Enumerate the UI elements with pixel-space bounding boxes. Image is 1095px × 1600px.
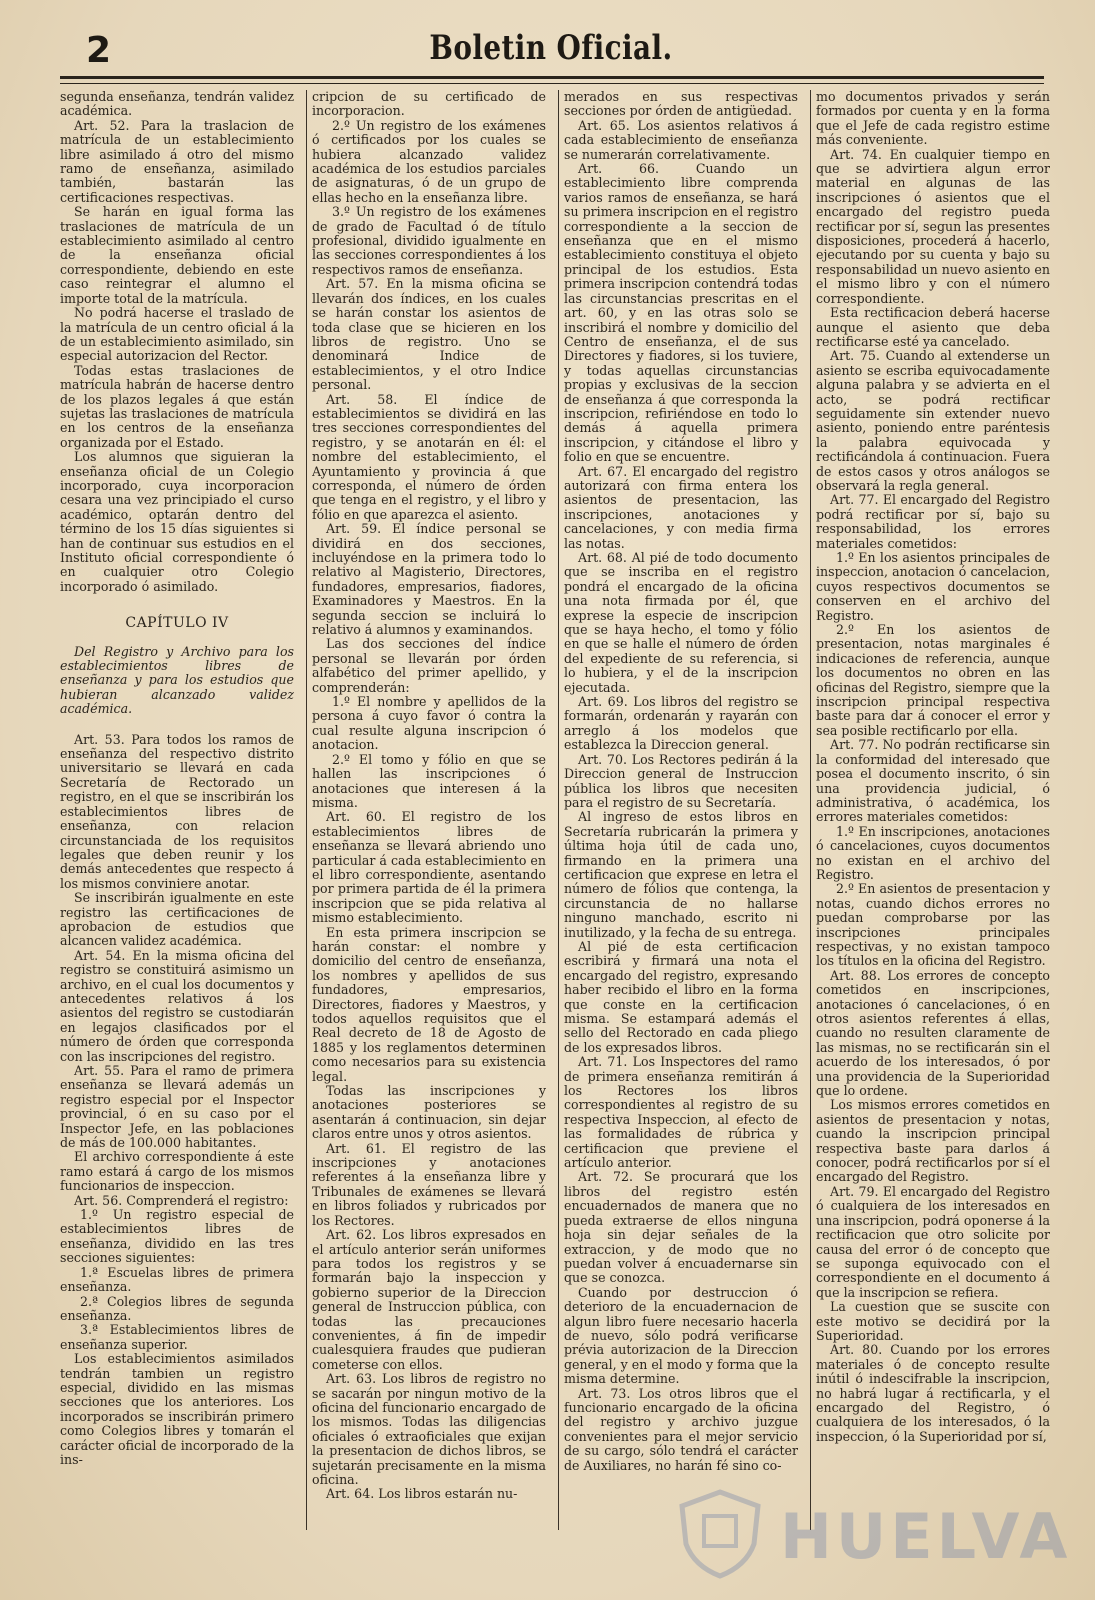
page-number: 2 (86, 30, 112, 71)
paragraph: Art. 68. Al pié de todo documento que se inscriba en el registro pondrá el encargado de la oficina una nota firmada por él, que exprese la especie de inscripcion que se haya hecho, el tomo y fólio en que se halle el número de órden del expediente de su referencia, si lo hubiera, y el de la inscripcion ejecutada. (564, 550, 798, 695)
list-item: 2.º Un registro de los exámenes ó certificados por los cuales se hubiera alcanzado validez académica de los estudios parciales de asignaturas, ó de un grupo de ellas hecho en la enseñanza libre. (312, 117, 546, 205)
chapter-heading: CAPÍTULO IV (125, 615, 229, 632)
paragraph: Art. 80. Cuando por los errores materiales ó de concepto resulte inútil ó indescifrable la inscripcion, no habrá lugar á rectificarla, y el encargado del Registro, ó cualquiera de los interesados, ó la inspeccion, ó la Superioridad por sí, (816, 1342, 1050, 1444)
paragraph: Los alumnos que siguieran la enseñanza oficial de un Colegio incorporado, cuya incorporacion cesara una vez principiado el curso académico, optarán dentro del término de los 15 días siguientes si han de continuar sus estudios en el Instituto oficial correspondiente ó en cualquier otro Colegio incorporado ó asimilado. (60, 449, 294, 594)
paragraph: Los establecimientos asimilados tendrán tambien un registro especial, dividido en las mismas secciones que los anteriores. Los incorporados se inscribirán primero como Colegios libres y tomarán el carácter oficial de incorporado de la ins- (60, 1351, 294, 1467)
paragraph: Art. 70. Los Rectores pedirán á la Direccion general de Instruccion pública los libros que necesiten para el registro de su Secretaría. (564, 751, 798, 810)
paragraph: Art. 62. Los libros expresados en el artículo anterior serán uniformes para todos los registros y se formarán bajo la inspeccion y gobierno superior de la Direccion general de Instruccion pública, con todas las precauciones convenientes, á fin de impedir cualesquiera fraudes que pudieran cometerse con ellos. (312, 1227, 546, 1372)
paragraph: Art. 55. Para el ramo de primera enseñanza se llevará además un registro especial por el Inspector provincial, ó en su caso por el Inspector Jefe, en las poblaciones de más de 100.000 habitantes. (60, 1063, 294, 1151)
paragraph: Al pié de esta certificacion escribirá y firmará una nota el encargado del registro, expresando haber recibido el libro en la forma que conste en la certificacion misma. Se estampará además el sello del Rectorado en cada pliego de los expresados libros. (564, 938, 798, 1055)
paragraph-continuation: merados en sus respectivas secciones por órden de antigüedad. (564, 90, 798, 119)
paragraph: Art. 63. Los libros de registro no se sacarán por ningun motivo de la oficina del funcionario encargado de los mismos. Todas las diligencias oficiales ó extraoficiales que exijan la presentacion de dichos libros, se sujetarán precisamente en la misma oficina. (312, 1371, 546, 1487)
paragraph: Los mismos errores cometidos en asientos de presentacion y notas, cuando la inscripcion principal respectiva baste para darlos á conocer, podrá rectificarlos por sí el encargado del Registro. (816, 1097, 1050, 1185)
column-divider (810, 90, 811, 1530)
paragraph: Art. 71. Los Inspectores del ramo de primera enseñanza remitirán á los Rectores los libros correspondientes al registro de su respectiva Inspeccion, al efecto de las formalidades de rúbrica y certificacion que previene el artículo anterior. (564, 1054, 798, 1171)
paragraph: Art. 64. Los libros estarán nu- (326, 1486, 518, 1502)
list-item: 3.º Un registro de los exámenes de grado de Facultad ó de título profesional, dividido igualmente en las secciones correspondientes á los respectivos ramos de enseñanza. (312, 204, 546, 277)
paragraph: Art. 57. En la misma oficina se llevarán dos índices, en los cuales se harán constar los asientos de toda clase que se hicieren en los libros de registro. Uno se denominará Indice de establecimientos, y el otro Indice personal. (312, 276, 546, 393)
paragraph: Art. 69. Los libros del registro se formarán, ordenarán y rayarán con arreglo á los modelos que establezca la Direccion general. (564, 694, 798, 753)
watermark-text: HUELVA (780, 1500, 1072, 1573)
list-item: 2.ª Colegios libres de segunda enseñanza. (60, 1293, 294, 1323)
list-item: 1.ª Escuelas libres de primera enseñanza. (60, 1264, 294, 1295)
paragraph-continuation: mo documentos privados y serán formados por cuenta y en la forma que el Jefe de cada registro estime más conveniente. (816, 90, 1050, 148)
list-item: 2.º En los asientos de presentacion, notas marginales é indicaciones de referencia, aunque los documentos no obren en las oficinas del Registro, siempre que la inscripcion principal respectiva baste para dar á conocer el error y sea posible rectificarlo por ella. (816, 622, 1050, 738)
column-1 (60, 90, 294, 1530)
paragraph: Art. 52. Para la traslacion de matrícula de un establecimiento libre asimilado á otro del mismo ramo de enseñanza, asimilado también, bastarán las certificaciones respectivas. (60, 117, 294, 205)
paragraph: Art. 75. Cuando al extenderse un asiento se escriba equivocadamente alguna palabra y se advierta en el acto, se podrá rectificar seguidamente sin extender nuevo asiento, poniendo entre paréntesis la palabra equivocada y rectificándola á continuacion. Fuera de estos casos y otros análogos se observará la regla general. (816, 348, 1050, 493)
paragraph: Esta rectificacion deberá hacerse aunque el asiento que deba rectificarse esté ya cancelado. (816, 305, 1050, 349)
list-item: 2.º En asientos de presentacion y notas, cuando dichos errores no puedan comprobarse por las inscripciones principales respectivas, y no existan tampoco los títulos en la oficina del Registro. (816, 881, 1050, 969)
header-rule (60, 76, 1044, 84)
paragraph: Art. 79. El encargado del Registro ó cualquiera de los interesados en una inscripcion, podrá oponerse á la rectificacion que otro solicite por causa del error ó de concepto que se suponga equivocado con el correspondiente en el documento á que la inscripcion se refiera. (816, 1183, 1050, 1300)
page-header (56, 22, 1046, 80)
paragraph: La cuestion que se suscite con este motivo se decidirá por la Superioridad. (816, 1299, 1050, 1343)
column-2 (312, 90, 546, 1530)
paragraph: El archivo correspondiente á este ramo estará á cargo de los mismos funcionarios de inspeccion. (60, 1149, 294, 1194)
paragraph: Cuando por destruccion ó deterioro de la encuadernacion de algun libro fuere necesario hacerla de nuevo, sólo podrá verificarse prévia autorizacion de la Direccion general, y en el modo y forma que la misma determine. (564, 1284, 798, 1387)
archive-watermark (660, 1480, 1080, 1590)
paragraph: Se inscribirán igualmente en este registro las certificaciones de aprobacion de estudios que alcancen validez académica. (60, 890, 294, 949)
shield-icon (674, 1488, 766, 1580)
paragraph: Se harán en igual forma las traslaciones de matrícula de un establecimiento asimilado al centro de la enseñanza oficial correspondiente, debiendo en este caso reintegrar el alumno el importe total de la matrícula. (60, 204, 294, 306)
paragraph: Art. 60. El registro de los establecimientos libres de enseñanza se llevará abriendo uno particular á cada establecimiento en el libro correspondiente, asentando por primera partida de él la primera inscripcion que se pida relativa al mismo establecimiento. (312, 809, 546, 926)
paragraph-continuation: cripcion de su certificado de incorporacion. (312, 90, 546, 119)
paragraph: Art. 77. No podrán rectificarse sin la conformidad del interesado que posea el documento inscrito, ó sin una providencia judicial, ó administrativa, ó académica, los errores materiales cometidos: (816, 737, 1050, 825)
paragraph: Art. 77. El encargado del Registro podrá rectificar por sí, bajo su responsabilidad, los errores materiales cometidos: (816, 492, 1050, 551)
masthead-title: Boletin Oficial. (429, 28, 673, 68)
paragraph: Al ingreso de estos libros en Secretaría rubricarán la primera y última hoja útil de cada uno, firmando en la primera una certificacion que exprese en letra el número de fólios que contenga, la circunstancia de no hallarse ninguno manchado, escrito ni inutilizado, y la fecha de su entrega. (564, 809, 798, 940)
paragraph: Las dos secciones del índice personal se llevarán por órden alfabético del primer apellido, y comprenderán: (312, 636, 546, 695)
column-divider (558, 90, 559, 1530)
paragraph: Art. 61. El registro de las inscripciones y anotaciones referentes á la enseñanza libre y Tribunales de exámenes se llevará en libros foliados y rubricados por los Rectores. (312, 1140, 546, 1228)
list-item: 2.º El tomo y fólio en que se hallen las inscripciones ó anotaciones que interesen á la misma. (312, 751, 546, 810)
column-divider (306, 90, 307, 1530)
paragraph: Todas estas traslaciones de matrícula habrán de hacerse dentro de los plazos legales á que están sujetas las traslaciones de matrícula en los centros de la enseñanza organizada por el Estado. (60, 362, 294, 450)
paragraph: Art. 67. El encargado del registro autorizará con firma entera los asientos de presentacion, las inscripciones, anotaciones y cancelaciones, y con media firma las notas. (564, 463, 798, 551)
column-4 (816, 90, 1050, 1530)
paragraph: No podrá hacerse el traslado de la matrícula de un centro oficial á la de un establecimiento asimilado, sin especial autorizacion del Rector. (60, 305, 294, 364)
paragraph: Art. 88. Los errores de concepto cometidos en inscripciones, anotaciones ó cancelaciones, ó en otros asientos referentes á ellas, cuando no resulten claramente de las mismas, no se rectificarán sin el acuerdo de los interesados, ó por una providencia de la Superioridad que lo ordene. (816, 967, 1050, 1099)
paragraph: Todas las inscripciones y anotaciones posteriores se asentarán á continuacion, sin dejar claros entre unos y otros asientos. (312, 1083, 546, 1142)
paragraph: Art. 54. En la misma oficina del registro se constituirá asimismo un archivo, en el cual los documentos y antecedentes relativos á los asientos del registro se custodiarán en legajos clasificados por el número de órden que corresponda con las inscripciones del registro. (60, 947, 294, 1064)
paragraph: Art. 73. Los otros libros que el funcionario encargado de la oficina del registro y archivo juzgue convenientes para el mejor servicio de su cargo, sólo tendrá el carácter de Auxiliares, no harán fé sino co- (564, 1385, 798, 1473)
list-item: 1.º En inscripciones, anotaciones ó cancelaciones, cuyos documentos no existan en el archivo del Registro. (816, 823, 1050, 882)
paragraph: Art. 66. Cuando un establecimiento libre comprenda varios ramos de enseñanza, se hará su primera inscripcion en el registro correspondiente a la seccion de enseñanza que en el mismo establecimiento constituya el objeto principal de los estudios. Esta primera inscripcion contendrá todas las circunstancias prescritas en el art. 60, y en las otras solo se inscribirá el nombre y domicilio del Centro de enseñanza, el de sus Directores y fiadores, si los tuviere, y todas aquellas circunstancias propias y exclusivas de la seccion de enseñanza á que corresponda la inscripcion, refiriéndose en todo lo demás á aquella primera inscripcion, y citándose el libro y folio en que se encuentre. (564, 161, 798, 465)
list-item: 1.º El nombre y apellidos de la persona á cuyo favor ó contra la cual resulte alguna inscripcion ó anotacion. (312, 694, 546, 753)
paragraph: Art. 65. Los asientos relativos á cada establecimiento de enseñanza se numerarán correlativamente. (564, 117, 798, 162)
column-3 (564, 90, 798, 1530)
list-item: 1.º En los asientos principales de inspeccion, anotacion ó cancelacion, cuyos respectivos documentos se conserven en el archivo del Registro. (816, 550, 1050, 623)
list-item: 1.º Un registro especial de establecimientos libres de enseñanza, dividido en las tres secciones siguientes: (60, 1207, 294, 1266)
paragraph: Art. 58. El índice de establecimientos se dividirá en las tres secciones correspondientes del registro, y se anotarán en él: el nombre del establecimiento, el Ayuntamiento y provincia á que corresponda, el número de órden que tenga en el registro, y el libro y fólio en que aparezca el asiento. (312, 391, 546, 522)
paragraph: Art. 72. Se procurará que los libros del registro estén encuadernados de manera que no pueda extraerse de ellos ninguna hoja sin dejar señales de la extraccion, y de modo que no puedan volver á encuadernarse sin que se conozca. (564, 1169, 798, 1286)
paragraph: Art. 59. El índice personal se dividirá en dos secciones, incluyéndose en la primera todo lo relativo al Magisterio, Directores, fundadores, empresarios, fiadores, Examinadores y Maestros. En la segunda seccion se incluirá lo relativo á alumnos y examinandos. (312, 521, 546, 638)
chapter-subtitle: Del Registro y Archivo para los establecimientos libres de enseñanza y para los estudios que hubieran alcanzado validez académica. (60, 643, 294, 717)
paragraph: Art. 53. Para todos los ramos de enseñanza del respectivo distrito universitario se llevará en cada Secretaría de Rectorado un registro, en el que se inscribirán los establecimientos libres de enseñanza, con relacion circunstanciada de los requisitos legales que deben reunir y los demás antecedentes que respecto á los mismos conviniere anotar. (60, 731, 294, 891)
paragraph: En esta primera inscripcion se harán constar: el nombre y domicilio del centro de enseñanza, los nombres y apellidos de sus fundadores, empresarios, Directores, fiadores y Maestros, y todos aquellos requisitos que el Real decreto de 18 de Agosto de 1885 y los reglamentos determinen como necesarios para su existencia legal. (312, 924, 546, 1084)
text-columns (60, 90, 1050, 1530)
list-item: 3.ª Establecimientos libres de enseñanza superior. (60, 1322, 294, 1352)
paragraph: Art. 56. Comprenderá el registro: (74, 1192, 289, 1208)
paragraph: Art. 74. En cualquier tiempo en que se advirtiera algun error material en algunas de las inscripciones ó asientos que el encargado del registro pueda rectificar por sí, segun las presentes disposiciones, procederá á hacerlo, ejecutando por su cuenta y bajo su responsabilidad un nuevo asiento en el mismo libro y con el número correspondiente. (816, 146, 1050, 306)
paragraph-continuation: segunda enseñanza, tendrán validez académica. (60, 90, 294, 119)
